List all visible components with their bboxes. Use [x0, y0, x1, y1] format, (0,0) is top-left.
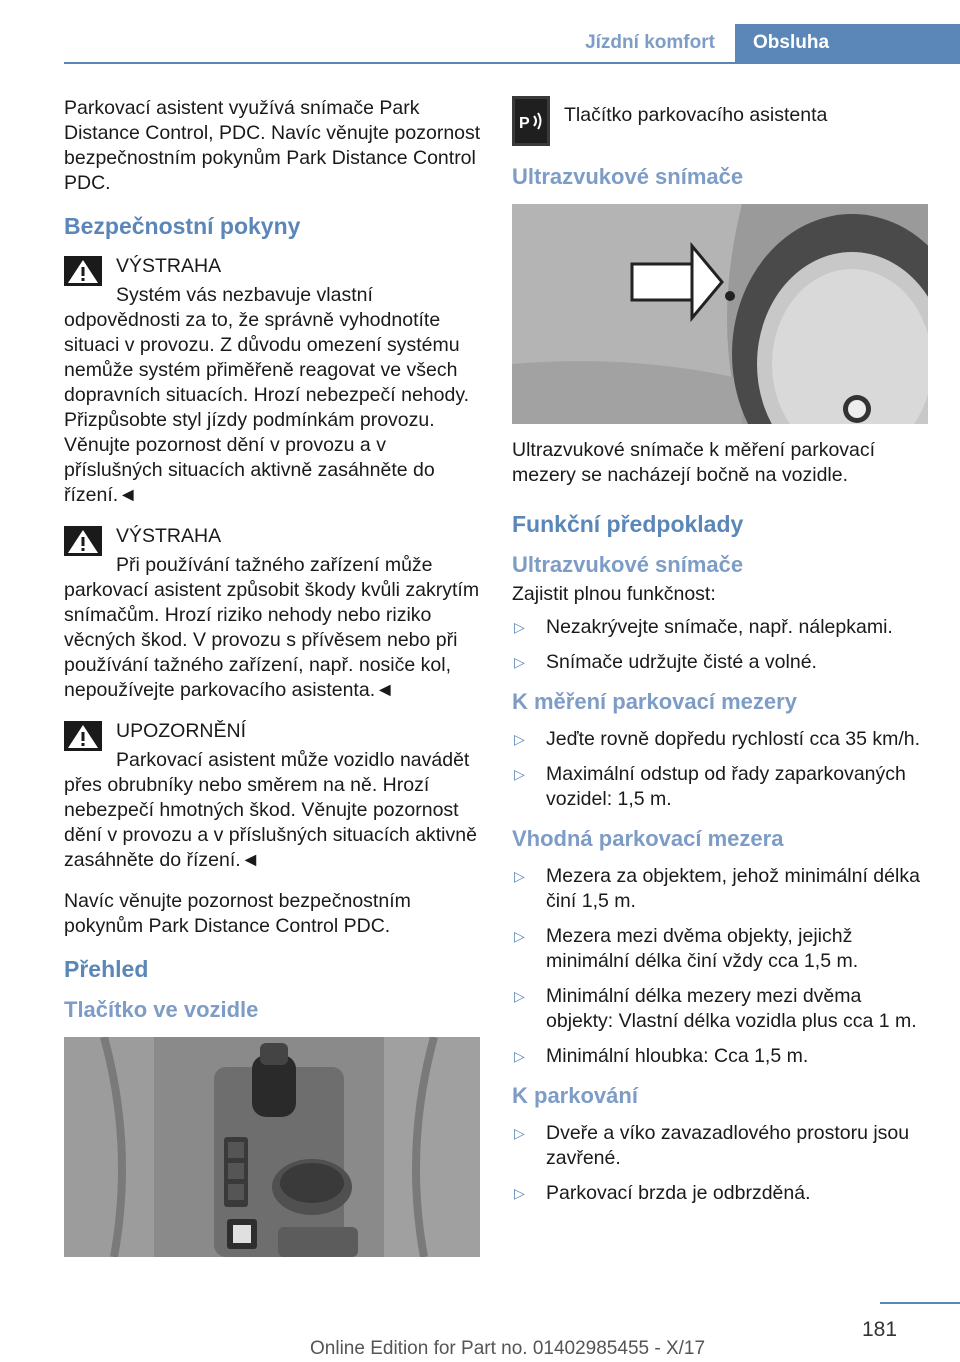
header-rule: [64, 62, 960, 64]
note-paragraph: Navíc věnujte pozornost bezpečnostním pokynům Park Distance Control PDC.: [64, 890, 411, 937]
prereq-sensors-heading: Ultrazvukové snímače: [512, 552, 744, 577]
bullet-triangle-icon: ▷: [514, 766, 525, 782]
list-item: ▷ Nezakrývejte snímače, např. nálepkami.: [514, 616, 893, 638]
list-item: ▷ Mezera mezi dvěma objekty, jejichž minimální délka činí vždy cca 1,5 m.: [514, 925, 859, 972]
button-heading: Tlačítko ve vozidle: [64, 997, 259, 1022]
list-item: ▷ Snímače udržujte čisté a volné.: [514, 651, 817, 673]
list-item: ▷ Jeďte rovně dopředu rychlostí cca 35 km/h.: [514, 728, 921, 750]
prerequisites-heading: Funkční předpoklady: [512, 511, 744, 537]
bullet-triangle-icon: ▷: [514, 928, 525, 944]
warning-icon: [64, 256, 102, 286]
sensors-caption: Ultrazvukové snímače k měření parkovací mezery se nacházejí bočně na vozidle.: [512, 439, 876, 486]
warning-icon: [64, 721, 102, 751]
measure-heading: K měření parkovací mezery: [512, 689, 797, 714]
list-item: ▷ Mezera za objektem, jehož minimální délka činí 1,5 m.: [514, 865, 920, 912]
prereq-sensors-list: [512, 615, 932, 675]
warning-block-3: [64, 719, 484, 873]
list-item: ▷ Minimální délka mezery mezi dvěma objekty: Vlastní délka vozidla plus cca 1 m.: [514, 985, 917, 1032]
bullet-triangle-icon: ▷: [514, 1048, 525, 1064]
header-section-tab: Obsluha: [735, 24, 960, 62]
overview-heading: Přehled: [64, 956, 149, 982]
bullet-triangle-icon: ▷: [514, 654, 525, 670]
prereq-intro: Zajistit plnou funkčnost:: [512, 583, 716, 605]
bullet-triangle-icon: ▷: [514, 1185, 525, 1201]
gap-heading: Vhodná parkovací mezera: [512, 826, 784, 851]
warning-block-2: [64, 524, 484, 703]
sensor-location-photo: [512, 204, 928, 424]
svg-text:P: P: [519, 115, 530, 132]
warning-text: Systém vás nezbavuje vlastní odpovědnosti za to, že správně vyhodnotíte situaci v provozu. Z důvodu omezení systému nemůže systém přiměřeně reagovat ve všech dopravních situacích. Hrozí nebezpečí nehody. Přizpůsobte styl jízdy podmínkám provozu. Věnujte pozornost dění v provozu a v příslušných situacích aktivně zasáhněte do řízení.◄: [64, 284, 470, 506]
parking-heading: K parkování: [512, 1083, 638, 1108]
list-item: ▷ Parkovací brzda je odbrzděná.: [514, 1182, 811, 1204]
warning-title: VÝSTRAHA: [116, 255, 222, 277]
park-assist-icon: [512, 96, 550, 146]
bullet-triangle-icon: ▷: [514, 619, 525, 635]
right-column: [512, 96, 932, 1216]
footer-rule: [880, 1302, 960, 1304]
pdc-button-label: Tlačítko parkovacího asistenta: [564, 104, 828, 126]
list-item: ▷ Maximální odstup od řady zaparkovaných vozidel: 1,5 m.: [514, 763, 906, 810]
page-number: 181: [862, 1318, 898, 1341]
header-chapter-tab: Jízdní komfort: [585, 32, 715, 53]
warning-title: VÝSTRAHA: [116, 525, 222, 547]
sensors-heading: Ultrazvukové snímače: [512, 164, 744, 189]
parking-list: [512, 1121, 932, 1206]
intro-paragraph: Parkovací asistent využívá snímače Park Distance Control, PDC. Navíc věnujte pozornost bezpečnostním pokynům Park Distance Control PDC.: [64, 97, 481, 194]
console-photo: [64, 1037, 480, 1257]
warning-icon: [64, 526, 102, 556]
pdc-button-legend: [512, 96, 932, 150]
list-item: ▷ Dveře a víko zavazadlového prostoru jsou zavřené.: [514, 1122, 910, 1169]
edition-watermark: Online Edition for Part no. 01402985455 - X/17: [310, 1338, 706, 1359]
measure-list: [512, 727, 932, 812]
bullet-triangle-icon: ▷: [514, 1125, 525, 1141]
gap-list: [512, 864, 932, 1069]
bullet-triangle-icon: ▷: [514, 731, 525, 747]
caution-text: Parkovací asistent může vozidlo navádět přes obrubníky nebo směrem na ně. Hrozí nebezpečí hmotných škod. Věnujte pozornost dění v provozu a v příslušných situacích aktivně zasáhněte do řízení.◄: [64, 749, 477, 871]
bullet-triangle-icon: ▷: [514, 988, 525, 1004]
left-column: [64, 96, 484, 1271]
bullet-triangle-icon: ▷: [514, 868, 525, 884]
safety-heading: Bezpečnostní pokyny: [64, 213, 301, 239]
warning-text: Při používání tažného zařízení může parkovací asistent způsobit škody kvůli zakrytím snímačům. Hrozí riziko nehody nebo riziko věcných škod. V provozu s přívěsem nebo při používání tažného zařízení, např. nosiče kol, nepoužívejte parkovacího asistenta.◄: [64, 554, 480, 701]
caution-title: UPOZORNĚNÍ: [116, 720, 247, 742]
warning-block-1: [64, 254, 484, 508]
list-item: ▷ Minimální hloubka: Cca 1,5 m.: [514, 1045, 809, 1067]
